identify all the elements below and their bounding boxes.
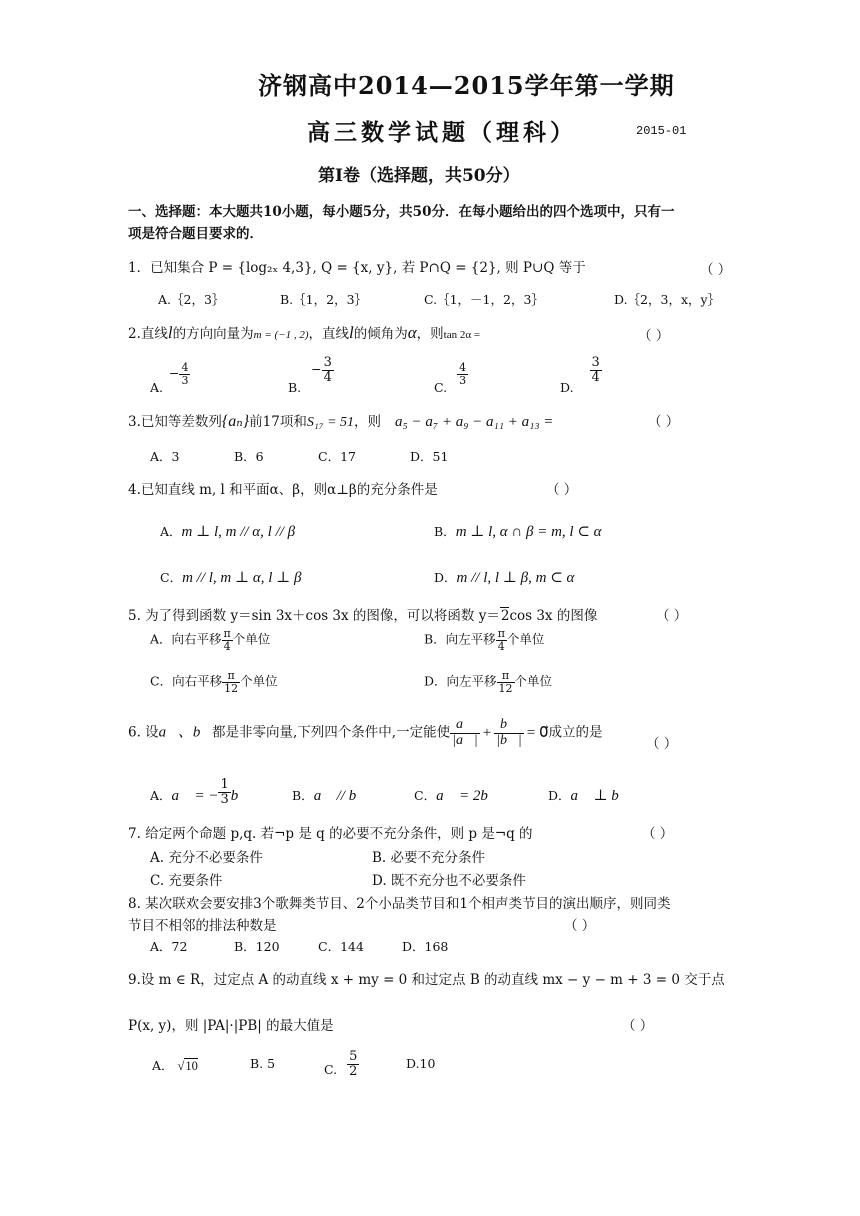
q2-tan: tan 2α =: [443, 329, 481, 341]
q9-opt-c-frac: $\frac{5}{2}$: [349, 1049, 358, 1079]
q3-part-c: 前17项和: [249, 414, 307, 430]
q4-opt-c-label: C．: [160, 570, 183, 585]
question-6-stem: [128, 718, 603, 748]
question-4-answer-paren: （ ）: [546, 482, 578, 498]
question-6-option-d: [548, 786, 630, 805]
q5-part-a: 5. 为了得到函数 y＝sin 3x＋cos 3x 的图像，可以将函数 y＝: [128, 608, 500, 624]
question-7-option-a: A. 充分不必要条件: [150, 850, 263, 866]
q3-sum: S₁₇ = 51: [306, 415, 355, 430]
question-4-option-c: [160, 568, 301, 587]
q2-opt-b-label: B.: [288, 379, 302, 395]
question-9-answer-paren: （ ）: [622, 1018, 654, 1034]
q2-opt-b-value: − $\frac{3}{4}$: [311, 355, 332, 385]
question-1-text: 1．已知集合 P = {log₂ₓ 4,3}, Q = {x, y}, 若 P∩Q = {2}, 则 P∪Q 等于: [128, 260, 586, 276]
q9-sqrt-10: 10: [185, 1059, 198, 1073]
q5-opt-c-label: C．向右平移: [150, 673, 223, 689]
q5-opt-d-frac: $\frac{\pi}{12}$: [498, 669, 513, 695]
question-5-answer-paren: （ ）: [656, 608, 688, 624]
question-9-option-b: B. 5: [250, 1056, 276, 1071]
q2-opt-a-value: − $\frac{4}{3}$: [169, 361, 189, 387]
question-2-option-c: [434, 361, 468, 395]
question-1-answer-paren: （ ）: [700, 262, 732, 278]
q6-frac-a: $\frac{a⃗}{|a⃗|}$: [452, 717, 478, 748]
question-2-option-b: [288, 355, 334, 395]
question-8-option-d: D．168: [402, 939, 449, 954]
question-6-option-c: [414, 786, 500, 805]
question-5-option-b: [424, 628, 544, 652]
q2-part-a: 2.直线: [128, 326, 168, 342]
question-1-option-b: B.｛1，2，3｝: [280, 292, 368, 307]
question-2-answer-paren: （ ）: [638, 328, 670, 344]
q9-opt-a-label: A．: [152, 1058, 174, 1073]
question-3-answer-paren: （ ）: [648, 414, 680, 430]
question-8-option-a: A．72: [150, 939, 188, 954]
question-7-answer-paren: （ ）: [642, 826, 674, 842]
q5-opt-a-unit: 个单位: [232, 631, 271, 647]
question-8-option-c: C．144: [318, 939, 364, 954]
q2-opt-c-label: C.: [434, 379, 448, 395]
exam-school-title: 济钢高中2014—2015学年第一学期: [258, 71, 675, 100]
question-7-option-b: B. 必要不充分条件: [372, 850, 486, 866]
question-3-stem: [128, 410, 553, 431]
question-6-option-b: [292, 786, 368, 805]
q4-opt-a-label: A．: [160, 524, 182, 539]
q5-opt-d-label: D．向左平移: [424, 673, 497, 689]
question-3-option-d: D．51: [410, 449, 449, 464]
q5-opt-b-unit: 个单位: [506, 631, 545, 647]
q2-line-symbol-2: l: [349, 323, 354, 342]
q6-opt-b-label: B．: [292, 788, 314, 803]
q2-line-symbol: l: [167, 323, 173, 342]
question-5-option-a: [150, 628, 270, 652]
q2-part-e: 的倾角为: [353, 326, 408, 342]
q6-part-a: 6. 设: [128, 724, 159, 741]
question-4-stem: 4.已知直线 m, l 和平面α、β，则α⊥β的充分条件是: [128, 482, 438, 498]
question-1-stem: [128, 256, 586, 276]
q4-opt-d-label: D．: [434, 570, 457, 585]
q2-part-d: ，直线: [308, 326, 349, 342]
q6-plus: +: [482, 724, 492, 741]
question-8-stem-line2: 节目不相邻的排法种数是: [128, 918, 277, 934]
question-5-option-d: [424, 670, 552, 694]
question-4-option-d: [434, 568, 574, 587]
question-8-option-b: B．120: [234, 939, 280, 954]
q6-zero: = 0⃗: [526, 724, 549, 741]
exam-subject-title: 高三数学试题（理科）: [307, 119, 577, 146]
q2-opt-d-label: D.: [560, 379, 574, 395]
q6-opt-a-b: b⃗: [230, 787, 250, 804]
question-9-option-d: D.10: [406, 1056, 436, 1071]
q2-part-b: 的方向向量为: [172, 326, 254, 342]
question-2-option-d: [560, 355, 602, 395]
q5-opt-b-label: B．向左平移: [424, 631, 496, 647]
question-5-option-c: [150, 670, 278, 694]
q5-opt-d-unit: 个单位: [514, 673, 553, 689]
question-9-stem-line1: 9.设 m ∈ R，过定点 A 的动直线 x + my = 0 和过定点 B 的动直线 mx − y − m + 3 = 0 交于点: [128, 972, 725, 988]
q4-opt-c-expr: m // l, m ⊥ α, l ⊥ β: [182, 570, 302, 586]
question-7-stem: 7. 给定两个命题 p,q. 若¬p 是 q 的必要不充分条件，则 p 是¬q 的: [128, 826, 533, 842]
q6-opt-a-label: A．: [150, 787, 172, 803]
question-4-option-a: [160, 522, 295, 541]
q2-opt-d-value: $\frac{3}{4}$: [591, 355, 600, 385]
q3-part-e: ，则: [354, 414, 382, 430]
question-1-option-c: C.｛1，－1，2，3｝: [424, 292, 544, 307]
question-1-option-a: A.｛2，3｝: [158, 292, 225, 307]
question-9-option-a: [152, 1056, 198, 1074]
question-2-option-a: [150, 361, 190, 395]
question-3-option-c: C．17: [318, 449, 356, 464]
q2-opt-a-label: A.: [150, 379, 164, 395]
q6-part-c: 都是非零向量,下列四个条件中,一定能使: [212, 724, 451, 741]
q3-sequence: {aₙ}: [221, 413, 250, 430]
q4-opt-b-expr: m ⊥ l, α ∩ β = m, l ⊂ α: [455, 524, 602, 540]
q6-opt-a-frac: $\frac{1}{3}$: [220, 777, 229, 807]
question-8-answer-paren: （ ）: [564, 918, 596, 934]
q5-sqrt: 2: [500, 608, 510, 624]
q6-opt-d-label: D．: [548, 788, 571, 803]
q5-part-c: cos 3x 的图像: [509, 608, 598, 624]
q5-opt-c-unit: 个单位: [240, 673, 278, 689]
q6-frac-b: $\frac{b⃗}{|b⃗|}$: [496, 717, 522, 748]
q3-expression: a₅ − a₇ + a₉ − a₁₁ + a₁₃ =: [395, 414, 554, 430]
question-8-stem-line1: 8. 某次联欢会要安排3个歌舞类节目、2个小品类节目和1个相声类节目的演出顺序，则同类: [128, 896, 671, 912]
q6-opt-a-expr: a⃗ = −: [171, 787, 219, 804]
q3-part-a: 3.已知等差数列: [128, 414, 222, 430]
q6-opt-c-expr: a⃗ = 2b⃗: [436, 788, 500, 804]
q9-opt-a-value: √10: [177, 1059, 198, 1073]
exam-date: 2015-01: [636, 124, 687, 138]
question-7-option-c: C. 充要条件: [150, 873, 223, 889]
question-9-stem-line2: P(x, y)，则 |PA|·|PB| 的最大值是: [128, 1018, 334, 1034]
q2-vector: m = (−1 , 2): [253, 329, 309, 341]
q4-opt-b-label: B．: [434, 524, 456, 539]
part-title: 第Ⅰ卷（选择题，共50分）: [318, 166, 520, 186]
question-6-answer-paren: （ ）: [646, 736, 678, 752]
question-6-option-a: [150, 778, 250, 806]
q6-opt-b-expr: a⃗ // b⃗: [313, 788, 368, 804]
section-instructions-line2: 项是符合题目要求的．: [128, 226, 263, 242]
question-5-stem: [128, 604, 597, 624]
q9-opt-c-label: C.: [324, 1061, 338, 1077]
q2-opt-c-value: $\frac{4}{3}$: [459, 361, 467, 387]
question-1-option-d: D.｛2，3，x，y｝: [614, 292, 721, 307]
q6-vectors: a⃗、b⃗: [158, 724, 213, 741]
q4-opt-d-expr: m // l, l ⊥ β, m ⊂ α: [456, 570, 575, 586]
question-3-option-b: B．6: [234, 449, 264, 464]
q5-opt-a-label: A．向右平移: [150, 631, 222, 647]
q5-opt-c-frac: $\frac{\pi}{12}$: [224, 669, 239, 695]
question-7-option-d: D. 既不充分也不必要条件: [372, 873, 526, 889]
q6-opt-c-label: C．: [414, 788, 437, 803]
q2-alpha: α: [407, 323, 417, 342]
question-2-stem: [128, 322, 480, 343]
question-3-option-a: A．3: [150, 449, 180, 464]
q6-part-f: 成立的是: [548, 724, 603, 741]
q5-opt-b-frac: $\frac{\pi}{4}$: [497, 627, 505, 653]
q4-opt-a-expr: m ⊥ l, m // α, l // β: [181, 524, 296, 540]
q6-opt-d-expr: a⃗ ⊥ b⃗: [570, 788, 631, 804]
question-4-option-b: [434, 522, 602, 541]
q5-opt-a-frac: $\frac{\pi}{4}$: [223, 627, 231, 653]
question-9-option-c: [324, 1050, 359, 1078]
section-instructions-line1: 一、选择题：本大题共10小题，每小题5分，共50分．在每小题给出的四个选项中，只有一: [128, 204, 675, 220]
q2-part-f: ，则: [416, 326, 444, 342]
